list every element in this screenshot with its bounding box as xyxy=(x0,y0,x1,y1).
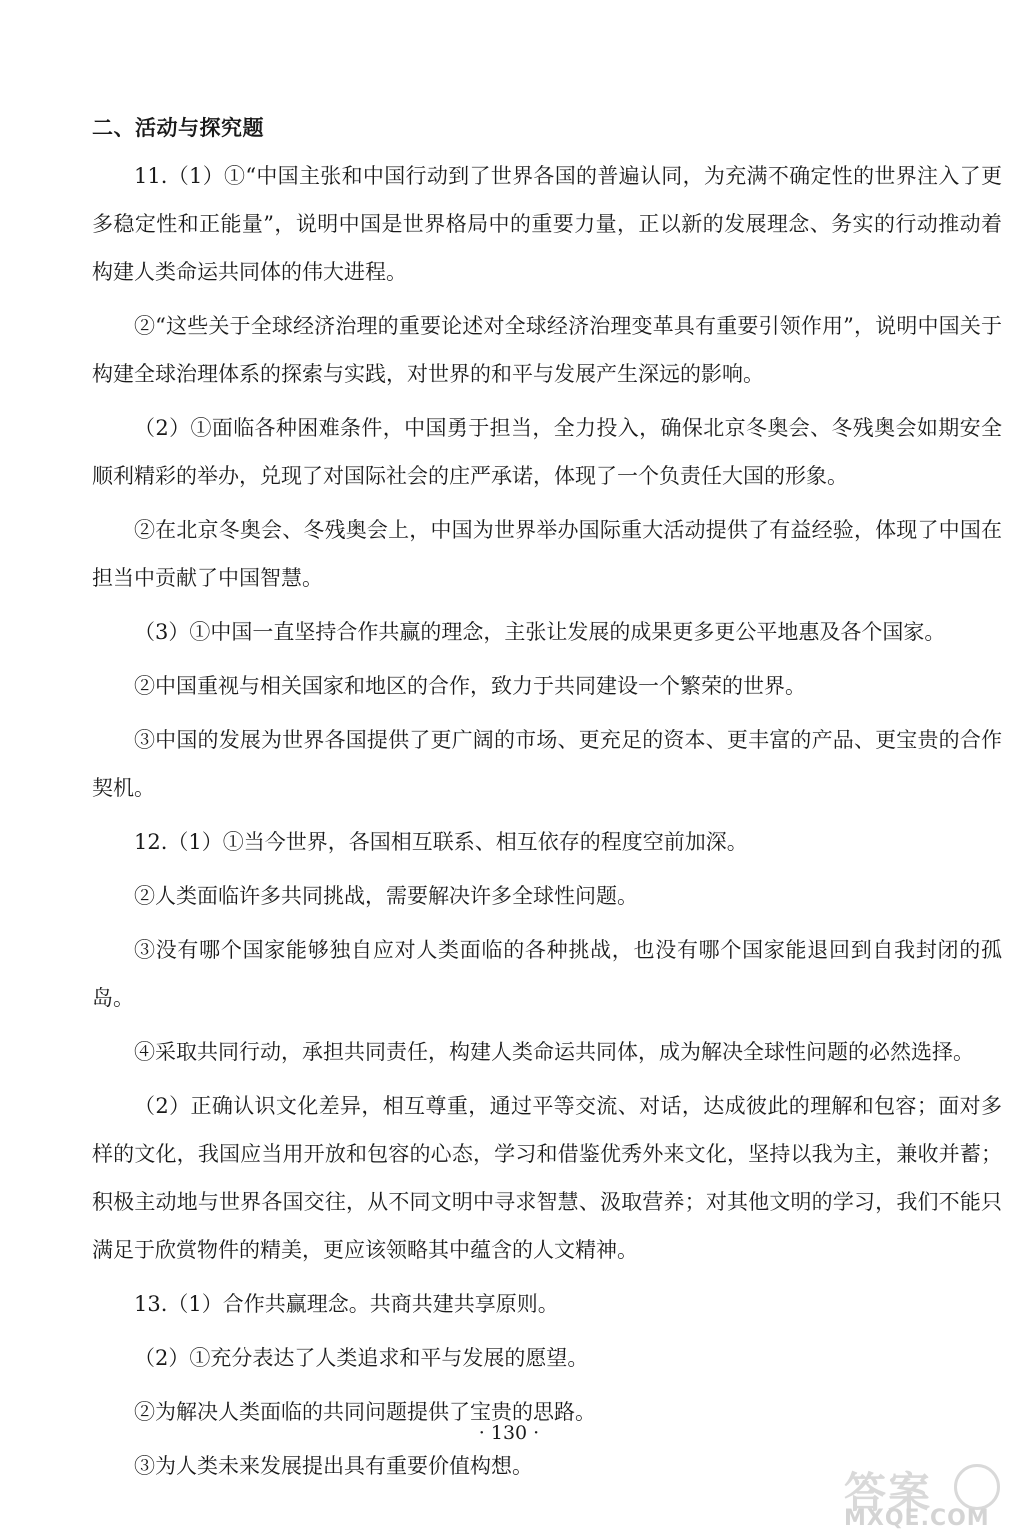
paragraph: ③中国的发展为世界各国提供了更广阔的市场、更充足的资本、更丰富的产品、更宝贵的合作契机。 xyxy=(92,728,1002,800)
paragraph: （2）正确认识文化差异，相互尊重，通过平等交流、对话，达成彼此的理解和包容；面对多样的文化，我国应当用开放和包容的心态，学习和借鉴优秀外来文化，坚持以我为主，兼收并蓄；积极主动地与世界各国交往，从不同文明中寻求智慧、汲取营养；对其他文明的学习，我们不能只满足于欣赏物件的精美，更应该领略其中蕴含的人文精神。 xyxy=(92,1094,1002,1262)
paragraph: ②中国重视与相关国家和地区的合作，致力于共同建设一个繁荣的世界。 xyxy=(134,674,806,698)
paragraph: 13.（1）合作共赢理念。共商共建共享原则。 xyxy=(134,1292,559,1316)
paragraph: ②在北京冬奥会、冬残奥会上，中国为世界举办国际重大活动提供了有益经验，体现了中国在担当中贡献了中国智慧。 xyxy=(92,518,1002,590)
watermark-seal-icon xyxy=(954,1464,1000,1510)
page-number: · 130 · xyxy=(478,1422,540,1444)
paragraph: （3）①中国一直坚持合作共赢的理念，主张让发展的成果更多更公平地惠及各个国家。 xyxy=(134,620,946,644)
paragraph: ②人类面临许多共同挑战，需要解决许多全球性问题。 xyxy=(134,884,638,908)
watermark-logo xyxy=(836,1460,1006,1530)
paragraph: ②为解决人类面临的共同问题提供了宝贵的思路。 xyxy=(134,1400,596,1424)
paragraph: ②“这些关于全球经济治理的重要论述对全球经济治理变革具有重要引领作用”，说明中国关于构建全球治理体系的探索与实践，对世界的和平与发展产生深远的影响。 xyxy=(92,314,1002,386)
paragraph: ③没有哪个国家能够独自应对人类面临的各种挑战，也没有哪个国家能退回到自我封闭的孤岛。 xyxy=(92,938,1002,1010)
paragraph: 11.（1）①“中国主张和中国行动到了世界各国的普遍认同，为充满不确定性的世界注入了更多稳定性和正能量”，说明中国是世界格局中的重要力量，正以新的发展理念、务实的行动推动着构建人类命运共同体的伟大进程。 xyxy=(92,164,1002,284)
watermark-url: MXQE.COM xyxy=(844,1506,990,1531)
section-title: 二、活动与探究题 xyxy=(92,116,264,140)
paragraph: 12.（1）①当今世界，各国相互联系、相互依存的程度空前加深。 xyxy=(134,830,748,854)
paragraph: ③为人类未来发展提出具有重要价值构想。 xyxy=(134,1454,533,1478)
paragraph: ④采取共同行动，承担共同责任，构建人类命运共同体，成为解决全球性问题的必然选择。 xyxy=(134,1040,974,1064)
paragraph: （2）①充分表达了人类追求和平与发展的愿望。 xyxy=(134,1346,589,1370)
paragraph: （2）①面临各种困难条件，中国勇于担当，全力投入，确保北京冬奥会、冬残奥会如期安全顺利精彩的举办，兑现了对国际社会的庄严承诺，体现了一个负责任大国的形象。 xyxy=(92,416,1002,488)
watermark-text: 答案 xyxy=(844,1468,933,1517)
answer-content xyxy=(92,152,1002,1496)
